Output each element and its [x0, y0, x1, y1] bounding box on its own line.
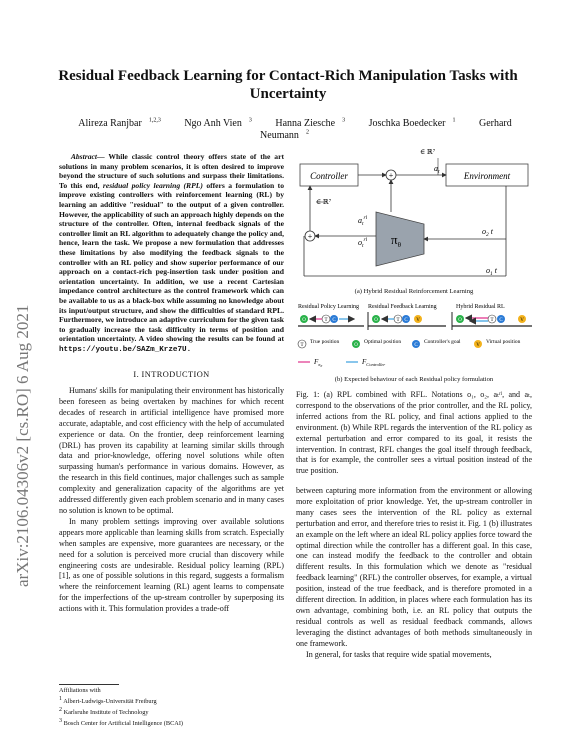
environment-label: Environment	[463, 171, 511, 181]
dim-label: ∈ ℝ⁷	[316, 198, 332, 206]
figure-caption: Fig. 1: (a) RPL combined with RFL. Notations o₁, o₂, aₜʳˡ, and aₜ, correspond to the observations of the prior controller, and the RL policy, inferred actions from the RL policy, and final actions applied to the environment. (b) While RPL regards the intervention of the RL policy as external perturbation and error compared to its goal, it resists the intervention. In contrast, RFL changes the goal itself through feedback, that is for example, the controller sees a virtual position instead of the true position.	[296, 390, 532, 476]
rl-obs-label: $o_t^{rl}$	[358, 237, 368, 249]
abstract: Abstract— While classic control theory offers state of the art solutions in many problem scenarios, it is often desired to improve beyond the structure of such solutions and surpass their limitations. To this end, residual policy learning (RPL) offers a formulation to improve existing controllers with reinforcement learning (RL) by learning an additive "residual" to the output of a given controller. However, the applicability of such an approach highly depends on the structure of the controller. Often, internal feedback signals of the controller limit an RL algorithm to adequately change the policy and, hence, learn the task. We propose a new formulation that addresses these limitations by also modifying the feedback signals to the controller with an RL policy and show superior performance of our approach on a contact-rich peg-insertion task under position and orientation uncertainty. In addition, we use a recent Cartesian impedance control architecture as the control framework which can be available to us as a black-box while assuming no knowledge about its input/output structure, and show the difficulties of standard RPL. Furthermore, we introduce an adaptive curriculum for the given task to gradually increase the task difficulty in terms of position and orientation uncertainty. A video showing the results can be found at https://youtu.be/SAZm_Krze7U.	[59, 152, 284, 354]
svg-text:Virtual position: Virtual position	[486, 339, 521, 345]
svg-text:True position: True position	[310, 339, 340, 345]
svg-text:Controller's goal: Controller's goal	[424, 339, 461, 345]
controller-label: Controller	[310, 171, 348, 181]
panel-title: Hybrid Residual RL	[456, 304, 505, 310]
svg-text:Fπθ: $F_\pi\theta$	[314, 358, 323, 368]
policy-label: $\pi_\theta$	[391, 232, 401, 249]
svg-text:O: O	[458, 318, 462, 323]
arxiv-id: arXiv:2106.04306v2 [cs.RO] 6 Aug 2021	[13, 304, 32, 587]
svg-text:C: C	[499, 318, 503, 323]
policy-network	[376, 212, 424, 266]
affiliations: Affiliations with $^1$ Albert-Ludwigs-Universität Freiburg $^2$ Karlsruhe Institute of Technology $^3$ Bosch Center for Artificial Intelligence (BCAI)	[59, 684, 284, 728]
author-list	[40, 118, 536, 141]
obs2-label: $o_2$ t	[482, 227, 493, 238]
video-link[interactable]: https://youtu.be/SAZm_Krze7U.	[59, 345, 192, 354]
author: Alireza Ranjbar $^{1,2,3}$	[78, 118, 161, 130]
svg-text:V: V	[416, 318, 420, 323]
right-column-text	[296, 486, 532, 661]
paragraph: In many problem settings improving over available solutions appears more applicable than learning skills from scratch. Especially when samples are expensive, more guarantees are necessary, or the need for a solution is perceived more crucial than discovery while engineering costs are undesirable. Residual policy learning (RPL) [1], as one of possible solutions in this regard, suggests a formalism where the reinforcement learning (RL) agent learns to compensate for the imperfections of the up-stream controller by superposing its actions with it. This formulation provides a trade-off	[59, 516, 284, 614]
author: Joschka Boedecker $^1$	[368, 118, 456, 130]
paragraph: Humans' skills for manipulating their environment has historically been foreseen as being overtaken by machines for which recent decades of research in artificial intelligence have promised more accurate, adaptable, and cost efficiency with the help of accumulated experience or data. On the frontier, deep reinforcement learning (DRL) has proven its capability at learning similar skills through data and prior-knowledge, offering novel solutions while often surpassing human's performance in various domains. However, as the research in this field continues, major challenges such as sample complexity and generalization capacity of the algorithms are yet addressed differently given each problem scenario and in many cases no solution is known to be optimal.	[59, 386, 284, 515]
author: Hanna Ziesche $^3$	[275, 118, 346, 130]
paragraph: In general, for tasks that require wide spatial movements,	[306, 649, 492, 659]
svg-text:T: T	[490, 318, 494, 323]
paragraph: between capturing more information from the environment or allowing more exploitation of prior knowledge. Yet, the up-stream controller in many cases sees the intervention of the RL policy as external perturbation and error, and therefore tries to resist it. Fig. 1 (b) illustrates an example on the left where an ideal RL policy applies force toward the optimal direction while the controller has a different goal. In this case, one can instead modify the feedback to the controller and obtain different results. In this formulation which we denote as "residual feedback learning" (RFL) the controller observes, for example, a virtual position, instead of the true feedback, and is therefore promoted in a different direction. In addition, in places where each formulation has its own advantage, combining both, i.e. an RL policy that outputs the residual controls as well as residual feedback commands, allows leveraging the distinct advantages of both methods simultaneously in one framework.	[296, 486, 532, 648]
svg-text:C: C	[414, 343, 418, 348]
legend	[298, 339, 521, 368]
svg-text:Optimal position: Optimal position	[364, 339, 402, 345]
svg-text:V: V	[476, 343, 480, 348]
svg-text:C: C	[404, 318, 408, 323]
intro-text	[59, 386, 284, 615]
panel-title: Residual Feedback Learning	[368, 304, 437, 310]
arxiv-stamp	[6, 232, 36, 592]
svg-text:+: +	[388, 171, 394, 180]
rl-action-label: $a_t^{rl}$	[358, 215, 368, 227]
svg-text:T: T	[396, 318, 400, 323]
policy-behaviour-panels	[296, 300, 536, 376]
svg-text:FController: $F_{Controller}$	[362, 358, 386, 367]
section-heading: I. INTRODUCTION	[133, 370, 210, 379]
svg-text:+: +	[307, 232, 313, 241]
action-label: $a_t$	[434, 164, 440, 175]
figure-caption-b: (b) Expected behaviour of each Residual policy formulation	[334, 376, 494, 383]
svg-text:O: O	[302, 318, 306, 323]
svg-text:T: T	[324, 318, 328, 323]
figure-caption-a: (a) Hybrid Residual Reinforcement Learning	[354, 288, 474, 295]
svg-text:V: V	[520, 318, 524, 323]
svg-text:O: O	[374, 318, 378, 323]
panel-title: Residual Policy Learning	[298, 304, 359, 310]
svg-text:T: T	[300, 343, 304, 348]
svg-text:O: O	[354, 343, 358, 348]
obs1-label: $o_1$ t	[486, 266, 497, 277]
author: Ngo Anh Vien $^3$	[184, 118, 252, 130]
svg-text:C: C	[332, 318, 336, 323]
author: Gerhard Neumann $^2$	[260, 118, 512, 141]
dim-label: ∈ ℝ⁷	[420, 148, 436, 156]
abstract-label: Abstract	[70, 152, 97, 161]
paper-title: Residual Feedback Learning for Contact-Rich Manipulation Tasks with Uncertainty	[58, 68, 518, 102]
rl-block-diagram	[296, 144, 536, 286]
